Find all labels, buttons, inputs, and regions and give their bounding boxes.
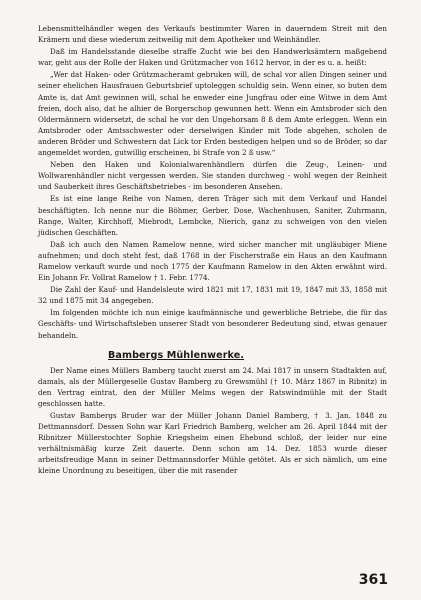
body-text-top (38, 23, 387, 341)
paragraph: Es ist eine lange Reihe von Namen, deren Träger sich mit dem Verkauf und Handel beschäftigten. Ich nenne nur die Böhmer, Gerber, Dose, Wachenhusen, Saniter, Zuhrmann, Range, Walter, Kirchhoff, Miebrodt, Lembcke, Nierich, ganz zu schweigen von den vielen jüdischen Geschäften. (38, 194, 387, 237)
paragraph: Lebensmittelhändler wegen des Verkaufs bestimmter Waren in dauerndem Streit mit den Krämern und diese wiederum zeitweilig mit dem Apotheker und Weinhändler. (38, 24, 387, 45)
paragraph: Daß im Handelsstande dieselbe straffe Zucht wie bei den Handwerksämtern maßgebend war, geht aus der Rolle der Haken und Grützmacher von 1612 hervor, in der es u. a. heißt: (38, 47, 387, 68)
paragraph: Im folgenden möchte ich nun einige kaufmännische und gewerbliche Betriebe, die für das Geschäfts- und Wirtschaftsleben unserer Stadt von besonderer Bedeutung sind, etwas genauer behandeln. (38, 308, 387, 340)
paragraph: Neben den Haken und Kolonialwarenhändlern dürfen die Zeug-, Leinen- und Wollwarenhändler nicht vergessen werden. Sie standen durchweg - wohl wegen der Reinheit und Sauberkeit ihres Geschäftsbetriebes - im besonderen Ansehen. (38, 160, 387, 192)
body-text-bottom (38, 365, 387, 477)
quote-paragraph: „Wer dat Haken- oder Grützmacheramt gebruken will, de schal vor allen Dingen seiner und seiner ehelichen Hausfrauen Geburtsbrief uptoleggen schuldig sein. Wenn einer, so buten dem Amte is, dat Amt gewinnen will, schal he enweder eine Jungfrau oder eine Witwe in dem Amt freien, doch also, dat he alhier de Borgerschop gewunnen hett. Wenn ein Amtsbroder sich den Oldermännern widersetzt, de schal he vor den Ungehorsam 8 ß dem Amte erleggen. Wenn ein Amtsbroder oder Amtsschwester oder derselwigen Kinder mit Tode abgehen, scholen de anderen Bröder und Schwestern dat Lick tor Erden bestedigen helpen und so de Bröder, so dar angemeldet worden, gutwillig erscheinen, bi Strafe von 2 ß usw.“ (38, 70, 387, 158)
section-heading: Bambergs Mühlenwerke. (108, 349, 245, 361)
paragraph: Daß ich auch den Namen Ramelow nenne, wird sicher mancher mit ungläubiger Miene aufnehmen; und doch steht fest, daß 1768 in der Fischerstraße ein Haus an den Kaufmann Ramelow verkauft wurde und noch 1775 der Kaufmann Ramelow in den Akten erwähnt wird. Ein Johann Fr. Vollrat Ramelow † 1. Febr. 1774. (38, 239, 387, 283)
page-number: 361 (358, 572, 388, 588)
paragraph: Gustav Bambergs Bruder war der Müller Johann Daniel Bamberg, † 3. Jan. 1848 zu Dettmannsdorf. Dessen Sohn war Karl Friedrich Bamberg, welcher am 26. April 1844 mit der Ribnitzer Müllerstochter Sophie Kriegsheim einen Ehebund schloß, der leider nur eine verhältnismäßig kurze Zeit dauerte. Denn schon am 14. Dez. 1853 wurde dieser arbeitsfreudige Mann in seiner Dettmannsdorfer Mühle getötet. Als er sich nämlich, um eine kleine Unordnung zu beseitigen, über die mit rasender (38, 411, 387, 476)
paragraph: Der Name eines Müllers Bamberg taucht zuerst am 24. Mai 1817 in unsern Stadtakten auf, damals, als der Müllergeselle Gustav Bamberg zu Grewsmühl († 10. März 1867 in Ribnitz) in den Vertrag eintrat, den der Müller Melms wegen der Ratswindmühle mit der Stadt geschlossen hatte. (38, 365, 387, 408)
paragraph: Die Zahl der Kauf- und Handelsleute wird 1821 mit 17, 1831 mit 19, 1847 mit 33, 1858 mit 32 und 1875 mit 34 angegeben. (38, 285, 387, 306)
